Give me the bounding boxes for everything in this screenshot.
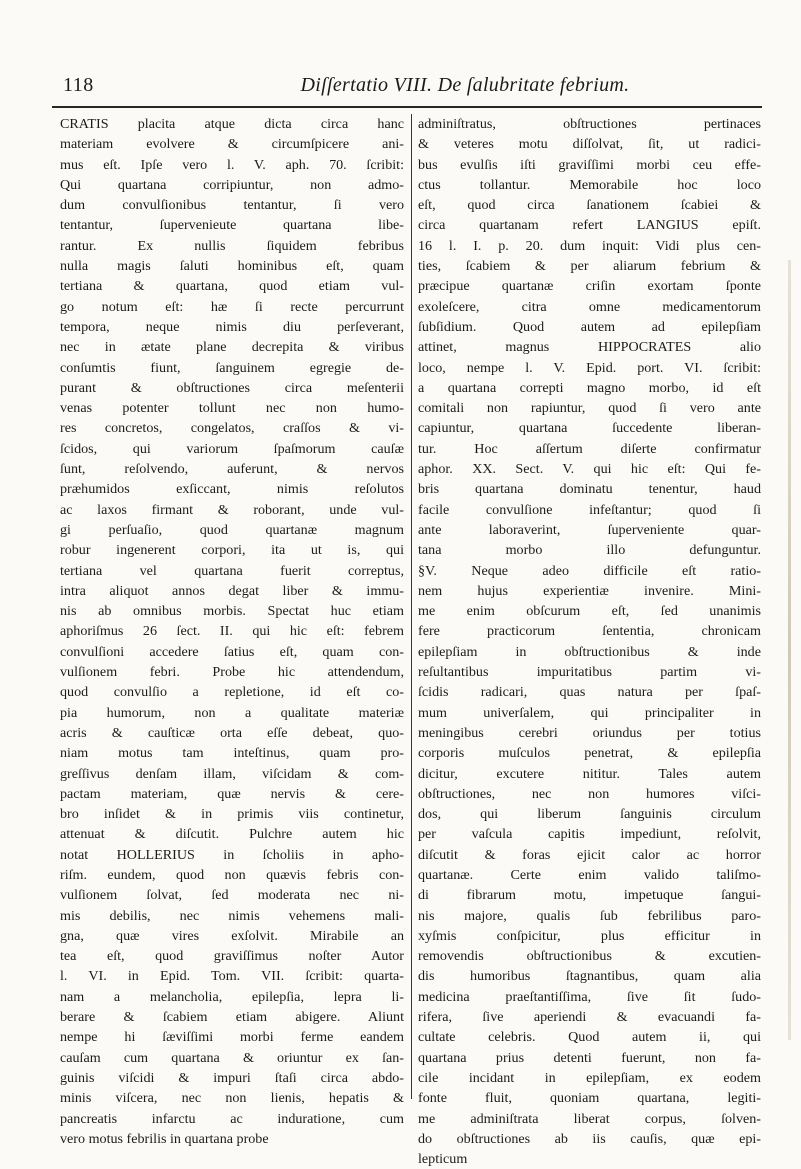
text-line: dicitur, excutere nititur. Tales autem <box>418 765 761 782</box>
text-line: vulſionem ſolvat, ſed moderata nec ni- <box>60 887 404 904</box>
page-number: 118 <box>63 74 94 96</box>
text-line: mum univerſalem, qui principaliter in <box>418 704 761 721</box>
text-line: nis ab omnibus morbis. Spectat huc etiam <box>60 603 404 620</box>
text-line: purant & obſtructiones circa meſenterii <box>60 379 404 396</box>
text-line: corporis muſculos penetrat, & epilepſia <box>418 745 761 762</box>
text-line: niam motus tam inteſtinus, quam pro- <box>60 745 404 762</box>
text-line: mus eſt. Ipſe vero l. V. aph. 70. ſcribit: <box>60 156 404 173</box>
text-line: nem hujus experientiæ invenire. Mini- <box>418 582 761 599</box>
text-line: quod convulſio a repletione, id eſt co- <box>60 684 404 701</box>
column-divider <box>411 114 412 1099</box>
text-line: ſubſidium. Quod autem ad epilepſiam <box>418 318 761 335</box>
text-line: præcipue quartanæ criſin exortam ſponte <box>418 278 761 295</box>
text-line: obſtructiones, nec non humores viſci- <box>418 785 761 802</box>
text-line: nempe hi ſæviſſimi morbi ferme eandem <box>60 1029 404 1046</box>
text-line: pia humorum, non a qualitate materiæ <box>60 704 404 721</box>
text-line: capiuntur, quartana ſuccedente liberan- <box>418 420 761 437</box>
text-line: quartana prius detenti fuerunt, non fa- <box>418 1049 761 1066</box>
text-line: vulſionem febri. Probe hic attendendum, <box>60 664 404 681</box>
text-line: pactam materiam, quæ nervis & cere- <box>60 785 404 802</box>
running-head: Diſſertatio VIII. De ſalubritate febrium. <box>300 74 630 96</box>
text-line: dos, qui liberum ſanguinis circulum <box>418 806 761 823</box>
text-line: aphoriſmus 26 ſect. II. qui hic eſt: febrem <box>60 623 404 640</box>
text-line: & veteres motu diſſolvat, ſit, ut radici- <box>418 136 761 153</box>
text-line: ante laboraverint, ſuperveniente quar- <box>418 521 761 538</box>
text-line: pancreatis infarctu ac induratione, cum <box>60 1110 404 1127</box>
page-header <box>0 74 801 104</box>
text-line: greſſivus denſam illam, viſcidam & com- <box>60 765 404 782</box>
text-line: loco, nempe l. V. Epid. port. VI. ſcribit: <box>418 359 761 376</box>
text-line: tertiana & quartana, quod etiam vul- <box>60 278 404 295</box>
text-line: cultate celebris. Quod autem ii, qui <box>418 1029 761 1046</box>
text-line: conſumtis fiunt, ſanguinem egregie de- <box>60 359 404 376</box>
text-line: ties, ſcabiem & per aliarum febrium & <box>418 258 761 275</box>
text-line: cauſam cum quartana & oriuntur ex ſan- <box>60 1049 404 1066</box>
text-line: a quartana correpti magno morbo, id eſt <box>418 379 761 396</box>
text-line: nulla magis ſaluti hominibus eſt, quam <box>60 258 404 275</box>
text-line: do obſtructiones ab iis cauſis, quæ epi- <box>418 1130 761 1147</box>
text-line: nis majore, qualis ſub febrilibus paro- <box>418 907 761 924</box>
text-line: ſcidis radicari, quas natura per ſpaſ- <box>418 684 761 701</box>
text-line: robur ingenerent corpori, ita ut is, qui <box>60 542 404 559</box>
text-line: aphor. XX. Sect. V. qui hic eſt: Qui fe- <box>418 461 761 478</box>
text-line: guinis viſcidi & impuri ſtaſi circa abdo- <box>60 1069 404 1086</box>
text-line: tea eſt, quod graviſſimus noſter Autor <box>60 948 404 965</box>
text-line: rifera, ſive aperiendi & evacuandi fa- <box>418 1009 761 1026</box>
text-line: l. VI. in Epid. Tom. VII. ſcribit: quarta- <box>60 968 404 985</box>
text-line: adminiſtratus, obſtructiones pertinaces <box>418 116 761 132</box>
text-line: bus evulſis iſti graviſſimi morbi ceu effe- <box>418 156 761 173</box>
text-line: materiam evolvere & circumſpicere ani- <box>60 136 404 153</box>
text-line: per vaſcula capitis impediunt, reſolvit, <box>418 826 761 843</box>
left-column <box>60 114 404 1149</box>
text-line: notat HOLLERIUS in ſcholiis in apho- <box>60 846 404 863</box>
header-rule <box>52 106 762 108</box>
text-line: vero motus febrilis in quartana probe <box>60 1130 269 1147</box>
text-line: dum convulſionibus tentantur, ſi vero <box>60 197 404 214</box>
text-line: attenuat & diſcutit. Pulchre autem hic <box>60 826 404 843</box>
text-line: bro inſidet & in primis viis continetur, <box>60 806 404 823</box>
text-line: removendis obſtructionibus & excutien- <box>418 948 761 965</box>
text-line: xyſmis conſpicitur, plus efficitur in <box>418 927 761 944</box>
text-line: tur. Hoc aſſertum diſerte confirmatur <box>418 440 761 457</box>
text-line: epilepſiam in obſtructionibus & inde <box>418 643 761 660</box>
text-line: Qui quartana corripiuntur, non admo- <box>60 176 404 193</box>
text-line: rantur. Ex nullis ſiquidem febribus <box>60 237 404 254</box>
text-line: ſcidos, qui variorum ſpaſmorum cauſæ <box>60 440 404 457</box>
text-line: intra aliquot annos degat liber & immu- <box>60 582 404 599</box>
text-line: cile incidant in epilepſiam, ex eodem <box>418 1069 761 1086</box>
text-line: attinet, magnus HIPPOCRATES alio <box>418 339 761 356</box>
text-line: ctus tollantur. Memorabile hoc loco <box>418 176 761 193</box>
text-line: CRATIS placita atque dicta circa hanc <box>60 116 404 132</box>
text-line: exoleſcere, citra omne medicamentorum <box>418 298 761 315</box>
text-line: meningibus cerebri oriundus per totius <box>418 724 761 741</box>
text-line: gna, quæ vires exſolvit. Mirabile an <box>60 927 404 944</box>
text-line: riſm. eundem, quod non quævis febris con- <box>60 866 404 883</box>
text-line: præhumidos exſiccant, nimis reſolutos <box>60 481 404 498</box>
text-line: fere practicorum ſententia, chronicam <box>418 623 761 640</box>
text-line: go notum eſt: hæ ſi recte percurrunt <box>60 298 404 315</box>
text-line: tentantur, ſupervenieute quartana libe- <box>60 217 404 234</box>
text-line: me enim obſcurum eſt, ſed unanimis <box>418 603 761 620</box>
text-line: berare & ſcabiem etiam abigere. Aliunt <box>60 1009 404 1026</box>
text-line: venas potenter tollunt nec non humo- <box>60 400 404 417</box>
text-line: di fibrarum motu, impetuque ſangui- <box>418 887 761 904</box>
right-column <box>418 114 761 1169</box>
text-line: quartanæ. Certe enim valido taliſmo- <box>418 866 761 883</box>
text-line: acris & cauſticæ orta eſſe debeat, quo- <box>60 724 404 741</box>
text-line: eſt, quod circa ſanationem ſcabiei & <box>418 197 761 214</box>
text-line: nam a melancholia, epilepſia, lepra li- <box>60 988 404 1005</box>
text-line: tertiana vel quartana fuerit correptus, <box>60 562 404 579</box>
text-line: medicina praeſtantiſſima, ſive ſit ſudo- <box>418 988 761 1005</box>
text-line: lepticum <box>418 1151 468 1168</box>
text-line: minis viſcera, nec non lienis, hepatis & <box>60 1090 404 1107</box>
text-line: gi perſuaſio, quod quartanæ magnum <box>60 521 404 538</box>
text-line: dis humoribus ſtagnantibus, quam alia <box>418 968 761 985</box>
text-line: nec in ætate plane decrepita & viribus <box>60 339 404 356</box>
text-line: comitali non rapiuntur, quod ſi vero ante <box>418 400 761 417</box>
text-line: diſcutit & foras ejicit calor ac horror <box>418 846 761 863</box>
text-line: res concretos, congelatos, craſſos & vi- <box>60 420 404 437</box>
text-line: §V. Neque adeo difficile eſt ratio- <box>418 562 761 579</box>
page-edge-shadow <box>788 260 791 1040</box>
text-line: convulſioni accedere ſatius eſt, quam con- <box>60 643 404 660</box>
text-line: ac laxos firmant & roborant, unde vul- <box>60 501 404 518</box>
text-line: tana morbo illo defunguntur. <box>418 542 761 559</box>
text-line: mis debilis, nec nimis vehemens mali- <box>60 907 404 924</box>
text-line: circa quartanam refert LANGIUS epiſt. <box>418 217 761 234</box>
text-line: ſunt, reſolvendo, auferunt, & nervos <box>60 461 404 478</box>
text-line: reſultantibus impuritatibus partim vi- <box>418 664 761 681</box>
text-line: fonte fluit, quoniam quartana, legiti- <box>418 1090 761 1107</box>
text-line: facile convulſione infeſtantur; quod ſi <box>418 501 761 518</box>
text-line: me adminiſtrata liberat corpus, ſolven- <box>418 1110 761 1127</box>
text-line: bris quartana dominatu tenentur, haud <box>418 481 761 498</box>
text-line: tempora, neque nimis diu perſeverant, <box>60 318 404 335</box>
text-line: 16 l. I. p. 20. dum inquit: Vidi plus cen- <box>418 237 761 254</box>
